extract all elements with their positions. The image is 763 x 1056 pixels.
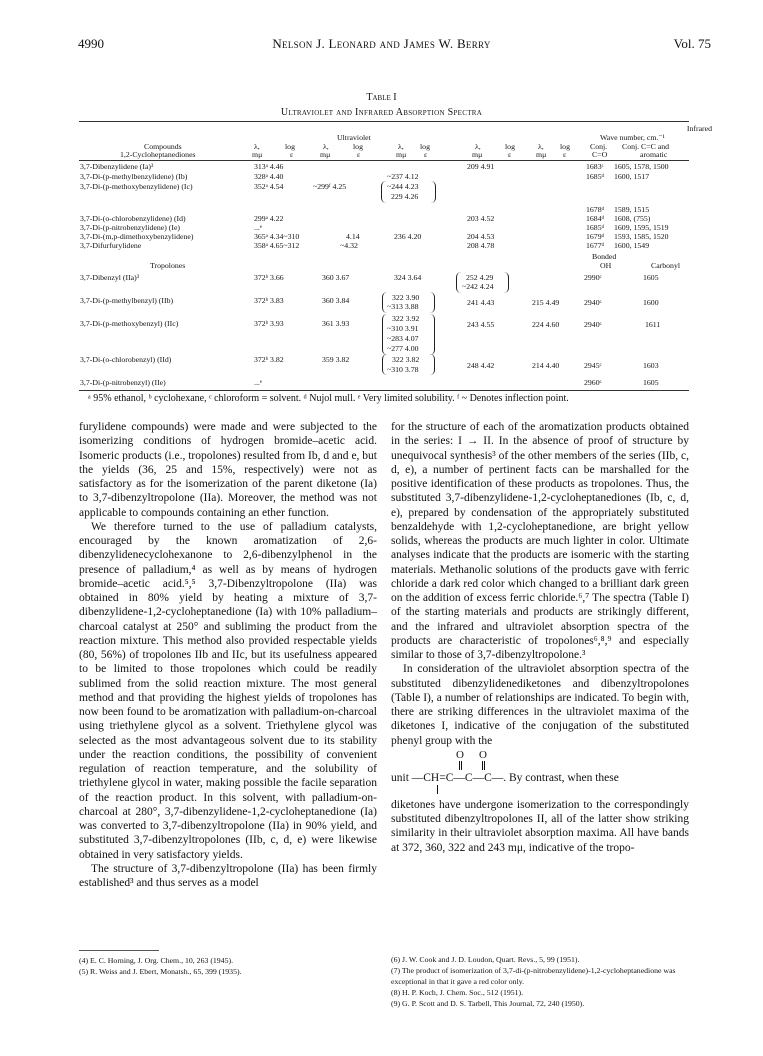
paragraph: diketones have undergone isomerization to the correspondingly substituted dibenzyltropolones II, all of the latter show striking similarity in their ultraviolet absorption maxima. All have bands at 372, 360, 322 and 243 mμ, indicative of the tropo- (391, 798, 689, 854)
structure-formula (391, 748, 689, 798)
tropolone-value: ~283 4.07 (387, 334, 419, 343)
dione-value: 229 4.26 (391, 192, 419, 201)
tropolone-value: 372ᵇ 3.93 (254, 319, 284, 328)
single-bond (437, 785, 438, 794)
tropolone-value: ...ᵉ (254, 378, 262, 387)
dione-aromatic: 1589, 1515 (614, 205, 650, 214)
dione-row-name: 3,7-Dibenzylidene (Ia)³ (80, 162, 154, 171)
left-column (79, 420, 377, 890)
dione-value: 204 4.53 (467, 232, 495, 241)
header-conj-cc: Conj. C=C and (622, 142, 670, 151)
header-mmu-4: mμ (472, 150, 483, 159)
dione-aromatic: 1608, (755) (614, 214, 651, 223)
tropolone-value: 243 4.55 (467, 320, 495, 329)
dione-co: 1685ᵈ (586, 172, 605, 181)
tropolone-row-name: 3,7-Di-(p-methoxybenzyl) (IIc) (80, 319, 179, 328)
tropolone-value: ~277 4.00 (387, 344, 419, 353)
dione-co: 1683ᶜ (586, 162, 604, 171)
dione-value: ~299ᶠ 4.25 (313, 182, 347, 191)
header-mmu-5: mμ (536, 150, 547, 159)
footnote: (9) G. P. Scott and D. S. Tarbell, This Journal, 72, 240 (1950). (391, 999, 585, 1008)
tropolone-value: 322 3.90 (392, 293, 420, 302)
dione-value: 365ᵃ 4.34~310 (254, 232, 300, 241)
tropolone-value: ~313 3.88 (387, 302, 419, 311)
paragraph: furylidene compounds) were made and were subjected to the isomerizing conditions of hydrogen bromide–acetic acid. Isomeric products (i.e., tropolones) resulted from Ib, d and e, but the yields (36, 25 and 15%, respectively) were not as satisfactory as for the isomerization of the parent diketone (Ia) to 3,7-dibenzyltropolone (IIa). Moreover, the method was not applicable to compounds containing an ether function. (79, 421, 377, 519)
tropolone-value: 252 4.29 (466, 273, 494, 282)
header-bonded: Bonded (592, 252, 617, 261)
tropolone-oh: 2940ᶜ (584, 320, 602, 329)
tropolone-value: 322 3.82 (392, 355, 420, 364)
dione-aromatic: 1593, 1585, 1520 (614, 232, 669, 241)
tropolone-value: ~242 4.24 (462, 282, 494, 291)
tropolone-value: 215 4.49 (532, 298, 560, 307)
tropolone-value: 361 3.93 (322, 319, 350, 328)
dione-row-name: 3,7-Di-(m,p-dimethoxybenzylidene) (80, 232, 194, 241)
tropolone-oh: 2945ᶜ (584, 361, 602, 370)
footnote-rule (79, 950, 159, 951)
dione-row-name: 3,7-Di-(p-methoxybenzylidene) (Ic) (80, 182, 193, 191)
dione-row-name: 3,7-Di-(p-nitrobenzylidene) (Ie) (80, 223, 181, 232)
footnote: (4) E. C. Horning, J. Org. Chem., 10, 263 (1945). (79, 956, 234, 965)
page-number: 4990 (78, 36, 104, 51)
tropolone-value: 372ᵇ 3.66 (254, 273, 284, 282)
tropolone-value: 322 3.92 (392, 314, 420, 323)
dione-value: 299ᵃ 4.22 (254, 214, 284, 223)
paragraph: The structure of 3,7-dibenzyltropolone (IIa) has been firmly established³ and thus serves as a model (79, 862, 377, 889)
dione-value: 313ᵃ 4.46 (254, 162, 284, 171)
header-eps-2: ε (357, 150, 361, 159)
dione-co: 1679ᵈ (586, 232, 605, 241)
footnote: (6) J. W. Cook and J. D. Loudon, Quart. Revs., 5, 99 (1951). (391, 955, 580, 964)
carbonyl-oxygen: O (479, 748, 487, 761)
dione-value: 209 4.91 (467, 162, 495, 171)
brace (456, 272, 461, 293)
header-rule (79, 160, 689, 161)
header-log-5: log (560, 142, 570, 151)
footnote: (5) R. Weiss and J. Ebert, Monatsh., 65, 399 (1935). (79, 967, 242, 976)
header-oh: OH (600, 261, 612, 270)
table-title: Ultraviolet and Infrared Absorption Spectra (280, 107, 483, 118)
tropolone-value: 214 4.40 (532, 361, 560, 370)
tropolone-value: 372ᵇ 3.83 (254, 296, 284, 305)
dione-value: ...ᵉ (254, 223, 262, 232)
tropolone-carbonyl: 1605 (643, 273, 659, 282)
carbonyl-oxygen: O (456, 748, 464, 761)
footnote: (8) H. P. Koch, J. Chem. Soc., 512 (1951). (391, 988, 524, 997)
tropolone-value: 372ᵇ 3.82 (254, 355, 284, 364)
header-lambda-1: λ, (254, 142, 260, 151)
tropolone-oh: 2940ᶜ (584, 298, 602, 307)
tropolone-row-name: 3,7-Di-(o-chlorobenzyl) (IId) (80, 355, 172, 364)
header-compounds: Compounds (144, 142, 182, 151)
tropolone-value: 241 4.43 (467, 298, 495, 307)
right-column (391, 420, 689, 855)
dione-value: 352ᵃ 4.54 (254, 182, 284, 191)
dione-value: ~4.32 (340, 241, 358, 250)
tropolone-value: 224 4.60 (532, 320, 560, 329)
dione-row-name: 3,7-Di-(o-chlorobenzylidene) (Id) (80, 214, 186, 223)
footnote: (7) The product of isomerization of 3,7-di-(p-nitrobenzylidene)-1,2-cycloheptanedione was exceptional in that it gave a red color only. (391, 966, 676, 986)
header-mmu-1: mμ (252, 150, 263, 159)
double-bond (482, 761, 485, 770)
paragraph: We therefore turned to the use of palladium catalysts, encouraged by the known aromatization of 2,6-dibenzylidenecyclohexanone to 2,6-dibenzylphenol in the presence of palladium,⁴ as well as by means of hydrogen bromide–acetic acid.⁵,⁵ 3,7-Dibenzyltropolone (IIa) was obtained in 80% yield by heating a mixture of 3,7-dibenzylidene-1,2-cycloheptanedione (Ia) with 10% palladium–charcoal catalyst at 250° and subliming the product from the reaction mixture. This method also provided respectable yields (80, 56%) of tropolones IIb and IIc, but its usefulness appeared to be limited to those tropolones which could be readily sublimed from the solid reaction mixture. The most general method and that providing the highest yields of tropolones has now been found to be aromatization with palladium-on-charcoal using triethylene glycol as a solvent. Triethylene glycol was selected as the most advantageous solvent due to its stability under the reaction conditions, the possibility of convenient regulation of reaction temperature, and the solubility of triethylene glycol in water, making possible the facile separation of the reaction product. In this solvent, with palladium-on-charcoal at 280°, 3,7-dibenzylidene-1,2-cycloheptanedione (Ia) was converted to 3,7-dibenzyltropolone (IIa) in 90% yield, and substituted 3,7-dibenzyltropolones (IIb, c, d, e) were likewise obtained in very satisfactory yields. (79, 520, 377, 861)
header-mmu-2: mμ (320, 150, 331, 159)
tropolone-value: 360 3.67 (322, 273, 350, 282)
table-top-rule (79, 121, 689, 122)
header-lambda-2: λ, (323, 142, 329, 151)
header-eps-3: ε (424, 150, 428, 159)
header-tropolones: Tropolones (150, 261, 186, 270)
paragraph: for the structure of each of the aromatization products obtained in the series: I → II. In the absence of proof of structure by unequivocal synthesis³ of the other members of the series (IIb, c, d, e), a number of pertinent facts can be marshalled for the positive identification of these products as tropolones. Thus, the substituted 3,7-dibenzylidene-1,2-cycloheptanediones (Ib, c, d, e), prepared by condensation of the appropriately substituted benzaldehyde with 1,2-cycloheptanedione, are bright yellow solids, whereas the products are much lighter in color. Ultimate analyses indicate that the products are isomeric with the starting materials. Methanolic solutions of the products gave with ferric chloride a dark red color which changed to a brilliant dark green on the addition of excess ferric chloride.⁶,⁷ The spectra (Table I) of the starting materials and products are strikingly different, and the infrared and ultraviolet absorption spectra of the products are characteristic of tropolones⁶,⁸,⁹ and especially similar to those of 3,7-dibenzyltropolone.³ (391, 421, 689, 661)
tropolone-carbonyl: 1605 (643, 378, 659, 387)
header-infrared: Infrared (686, 124, 712, 133)
tropolone-carbonyl: 1600 (643, 298, 659, 307)
tropolone-value: 359 3.82 (322, 355, 350, 364)
header-log-2: log (353, 142, 363, 151)
header-log-3: log (420, 142, 430, 151)
brace (381, 181, 386, 203)
header-wave-number: Wave number, cm.⁻¹ (600, 133, 665, 142)
header-mmu-3: mμ (396, 150, 407, 159)
brace (504, 272, 509, 293)
dione-row-name: 3,7-Difurfurylidene (80, 241, 142, 250)
header-eps-4: ε (508, 150, 512, 159)
tropolone-row-name: 3,7-Di-(p-methylbenzyl) (IIb) (80, 296, 174, 305)
header-lambda-3: λ, (398, 142, 404, 151)
dione-value: 4.14 (346, 232, 360, 241)
tropolone-carbonyl: 1611 (645, 320, 661, 329)
tropolone-row-name: 3,7-Dibenzyl (IIa)³ (80, 273, 140, 282)
dione-value: 236 4.20 (394, 232, 422, 241)
brace (430, 354, 435, 375)
dione-value: 208 4.78 (467, 241, 495, 250)
dione-value: 358ᵃ 4.65~312 (254, 241, 300, 250)
header-aromatic: aromatic (640, 150, 668, 159)
table-bottom-rule (79, 390, 689, 391)
left-footnotes (79, 955, 377, 977)
brace (431, 181, 436, 203)
dione-aromatic: 1600, 1549 (614, 241, 650, 250)
tropolone-value: ~310 3.78 (387, 365, 419, 374)
table-label: Table I (366, 92, 397, 103)
dione-value: 328ᵃ 4.40 (254, 172, 284, 181)
tropolone-value: 324 3.64 (394, 273, 422, 282)
tropolone-oh: 2990ᶜ (584, 273, 602, 282)
right-footnotes (391, 954, 689, 1009)
double-bond (459, 761, 462, 770)
dione-value: ~237 4.12 (387, 172, 419, 181)
dione-aromatic: 1600, 1517 (614, 172, 650, 181)
tropolone-oh: 2960ᶜ (584, 378, 602, 387)
dione-row-name: 3,7-Di-(p-methylbenzylidene) (Ib) (80, 172, 188, 181)
tropolone-value: 248 4.42 (467, 361, 495, 370)
dione-co: 1684ᵈ (586, 214, 605, 223)
header-conj: Conj. (590, 142, 608, 151)
header-log-4: log (505, 142, 515, 151)
tropolone-value: ~310 3.91 (387, 324, 419, 333)
dione-value: ~244 4.23 (387, 182, 419, 191)
header-eps-1: ε (290, 150, 294, 159)
dione-value: 203 4.52 (467, 214, 495, 223)
dione-aromatic: 1609, 1595, 1519 (614, 223, 669, 232)
header-carbonyl: Carbonyl (651, 261, 681, 270)
header-co: C=O (592, 150, 608, 159)
header-lambda-5: λ, (538, 142, 544, 151)
header-log-1: log (285, 142, 295, 151)
header-eps-5: ε (563, 150, 567, 159)
dione-co: 1677ᵈ (586, 241, 605, 250)
header-ultraviolet: Ultraviolet (337, 133, 371, 142)
header-diones: 1,2-Cycloheptanediones (120, 150, 196, 159)
dione-co: 1678ᵈ (586, 205, 605, 214)
running-head: Nelson J. Leonard and James W. Berry (272, 36, 491, 51)
paragraph: In consideration of the ultraviolet absorption spectra of the substituted dibenzylidenediketones and dibenzyltropolones (Table I), a number of relationships are indicated. To begin with, there are striking differences in the ultraviolet maxima of the diketones I, indicative of the conjugation of the substituted phenyl group with the (391, 663, 689, 747)
table-footnote: ᵃ 95% ethanol, ᵇ cyclohexane, ᶜ chloroform = solvent. ᵈ Nujol mull. ᵉ Very limited solubility. ᶠ ~ Denotes inflection point. (88, 393, 569, 404)
tropolone-row-name: 3,7-Di-(p-nitrobenzyl) (IIe) (80, 378, 166, 387)
header-lambda-4: λ, (475, 142, 481, 151)
brace (430, 292, 435, 313)
dione-aromatic: 1605, 1578, 1500 (614, 162, 669, 171)
dione-co: 1685ᵈ (586, 223, 605, 232)
brace (430, 314, 435, 355)
volume-label: Vol. 75 (673, 36, 711, 51)
tropolone-value: 360 3.84 (322, 296, 350, 305)
structure-line: unit —CH=C—C—C—. By contrast, when these (391, 771, 619, 784)
tropolone-carbonyl: 1603 (643, 361, 659, 370)
